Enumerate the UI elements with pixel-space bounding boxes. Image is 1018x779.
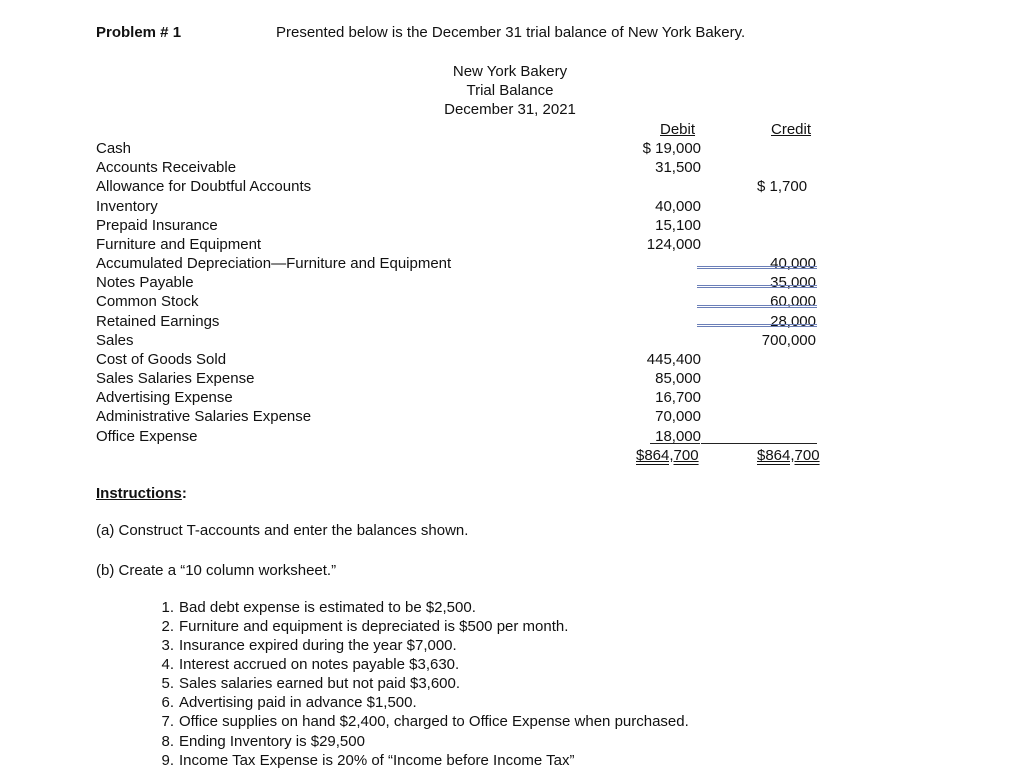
item-number: 3.: [161, 637, 174, 654]
account-name: Common Stock: [96, 293, 199, 310]
account-name: Accounts Receivable: [96, 159, 237, 176]
debit-amount: 16,700: [655, 389, 701, 406]
item-text: Sales salaries earned but not paid $3,600.: [179, 675, 461, 692]
item-text: Insurance expired during the year $7,000.: [179, 637, 457, 654]
credit-amount: 35,000: [770, 274, 816, 291]
double-rule: [697, 324, 817, 327]
item-number: 6.: [161, 694, 174, 711]
instruction-b: (b) Create a “10 column worksheet.”: [96, 562, 337, 579]
credit-amount: $ 1,700: [757, 178, 808, 195]
credit-amount: 60,000: [770, 293, 816, 310]
item-text: Income Tax Expense is 20% of “Income before Income Tax”: [179, 752, 575, 769]
credit-amount: 700,000: [761, 332, 816, 349]
total-rule: [650, 443, 700, 444]
item-text: Advertising paid in advance $1,500.: [179, 694, 417, 711]
debit-total: $864,700: [636, 447, 699, 464]
item-number: 1.: [161, 599, 174, 616]
problem-label: Problem # 1: [96, 24, 182, 41]
double-rule: [697, 305, 817, 308]
total-rule: [701, 443, 817, 444]
account-name: Furniture and Equipment: [96, 236, 262, 253]
item-text: Interest accrued on notes payable $3,630.: [179, 656, 460, 673]
account-name: Sales Salaries Expense: [96, 370, 255, 387]
debit-amount: 40,000: [655, 198, 701, 215]
debit-amount: $ 19,000: [642, 140, 701, 157]
instructions-heading: Instructions:: [96, 485, 187, 502]
item-text: Office supplies on hand $2,400, charged to Office Expense when purchased.: [179, 713, 689, 730]
account-name: Allowance for Doubtful Accounts: [96, 178, 312, 195]
item-text: Bad debt expense is estimated to be $2,500.: [179, 599, 476, 616]
debit-amount: 85,000: [655, 370, 701, 387]
account-name: Administrative Salaries Expense: [96, 408, 312, 425]
account-name: Advertising Expense: [96, 389, 233, 406]
double-rule: [697, 285, 817, 288]
credit-column-header: Credit: [771, 121, 812, 138]
debit-amount: 15,100: [655, 217, 701, 234]
debit-amount: 124,000: [646, 236, 701, 253]
credit-total: $864,700: [757, 447, 820, 464]
statement-title: Trial Balance: [466, 82, 554, 99]
debit-amount: 445,400: [646, 351, 701, 368]
account-name: Prepaid Insurance: [96, 217, 218, 234]
credit-amount: 40,000: [770, 255, 816, 272]
account-name: Retained Earnings: [96, 313, 220, 330]
account-name: Inventory: [96, 198, 158, 215]
item-number: 2.: [161, 618, 174, 635]
account-name: Accumulated Depreciation—Furniture and Equipment: [96, 255, 452, 272]
item-number: 5.: [161, 675, 174, 692]
account-name: Cost of Goods Sold: [96, 351, 227, 368]
credit-amount: 28,000: [770, 313, 816, 330]
item-text: Ending Inventory is $29,500: [179, 733, 365, 750]
item-text: Furniture and equipment is depreciated is $500 per month.: [179, 618, 569, 635]
debit-column-header: Debit: [660, 121, 696, 138]
item-number: 9.: [161, 752, 174, 769]
account-name: Notes Payable: [96, 274, 194, 291]
instruction-a: (a) Construct T-accounts and enter the balances shown.: [96, 522, 469, 539]
debit-amount: 18,000: [655, 428, 701, 445]
double-rule: [697, 266, 817, 269]
company-name: New York Bakery: [452, 63, 568, 80]
intro-text: Presented below is the December 31 trial balance of New York Bakery.: [276, 24, 746, 41]
item-number: 4.: [161, 656, 174, 673]
statement-date: December 31, 2021: [444, 101, 576, 118]
item-number: 8.: [161, 733, 174, 750]
item-number: 7.: [161, 713, 174, 730]
debit-amount: 31,500: [655, 159, 701, 176]
account-name: Cash: [96, 140, 132, 157]
account-name: Office Expense: [96, 428, 198, 445]
account-name: Sales: [96, 332, 134, 349]
debit-amount: 70,000: [655, 408, 701, 425]
